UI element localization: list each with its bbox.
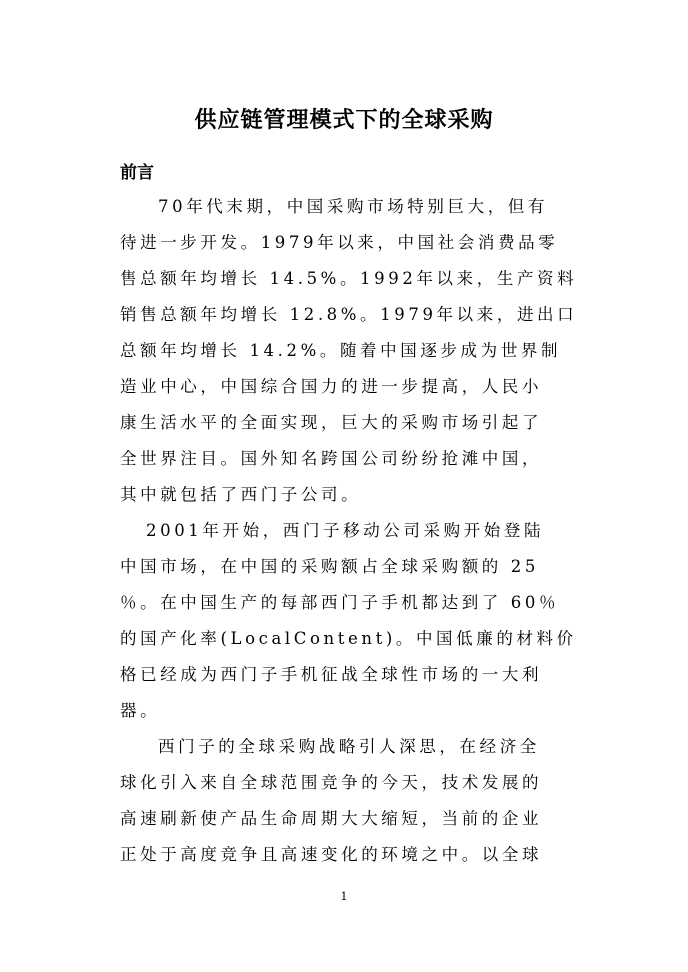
body-line: ％。在中国生产的每部西门子手机都达到了 60％ [120,593,560,612]
body-line: 总额年均增长 14.2%。随着中国逐步成为世界制 [120,341,562,360]
document-title: 供应链管理模式下的全球采购 [194,107,494,133]
body-line: 销售总额年均增长 12.8%。1979年以来，进出口 [120,305,578,324]
body-line: 西门子的全球采购战略引人深思，在经济全 [158,737,540,756]
body-line: 70年代末期，中国采购市场特别巨大，但有 [158,197,548,216]
section-heading: 前言 [120,163,154,183]
body-line: 全世界注目。国外知名跨国公司纷纷抢滩中国， [120,449,543,468]
body-line: 球化引入来自全球范围竞争的今天，技术发展的 [120,773,543,792]
body-line: 康生活水平的全面实现，巨大的采购市场引起了 [120,413,543,432]
body-line: 造业中心，中国综合国力的进一步提高，人民小 [120,377,543,396]
body-line: 其中就包括了西门子公司。 [120,485,362,504]
body-line: 的国产化率(LocalContent)。中国低廉的材料价 [120,629,577,648]
body-line: 正处于高度竞争且高速变化的环境之中。以全球 [120,845,543,864]
body-line: 售总额年均增长 14.5%。1992年以来，生产资料 [120,269,578,288]
body-line: 2001年开始，西门子移动公司采购开始登陆 [146,521,545,540]
body-line: 待进一步开发。1979年以来，中国社会消费品零 [120,233,559,252]
body-line: 高速刷新使产品生命周期大大缩短，当前的企业 [120,809,543,828]
page-number: 1 [340,890,348,903]
body-line: 中国市场，在中国的采购额占全球采购额的 25 [120,557,539,576]
body-line: 器。 [120,701,161,720]
body-line: 格已经成为西门子手机征战全球性市场的一大利 [120,665,543,684]
